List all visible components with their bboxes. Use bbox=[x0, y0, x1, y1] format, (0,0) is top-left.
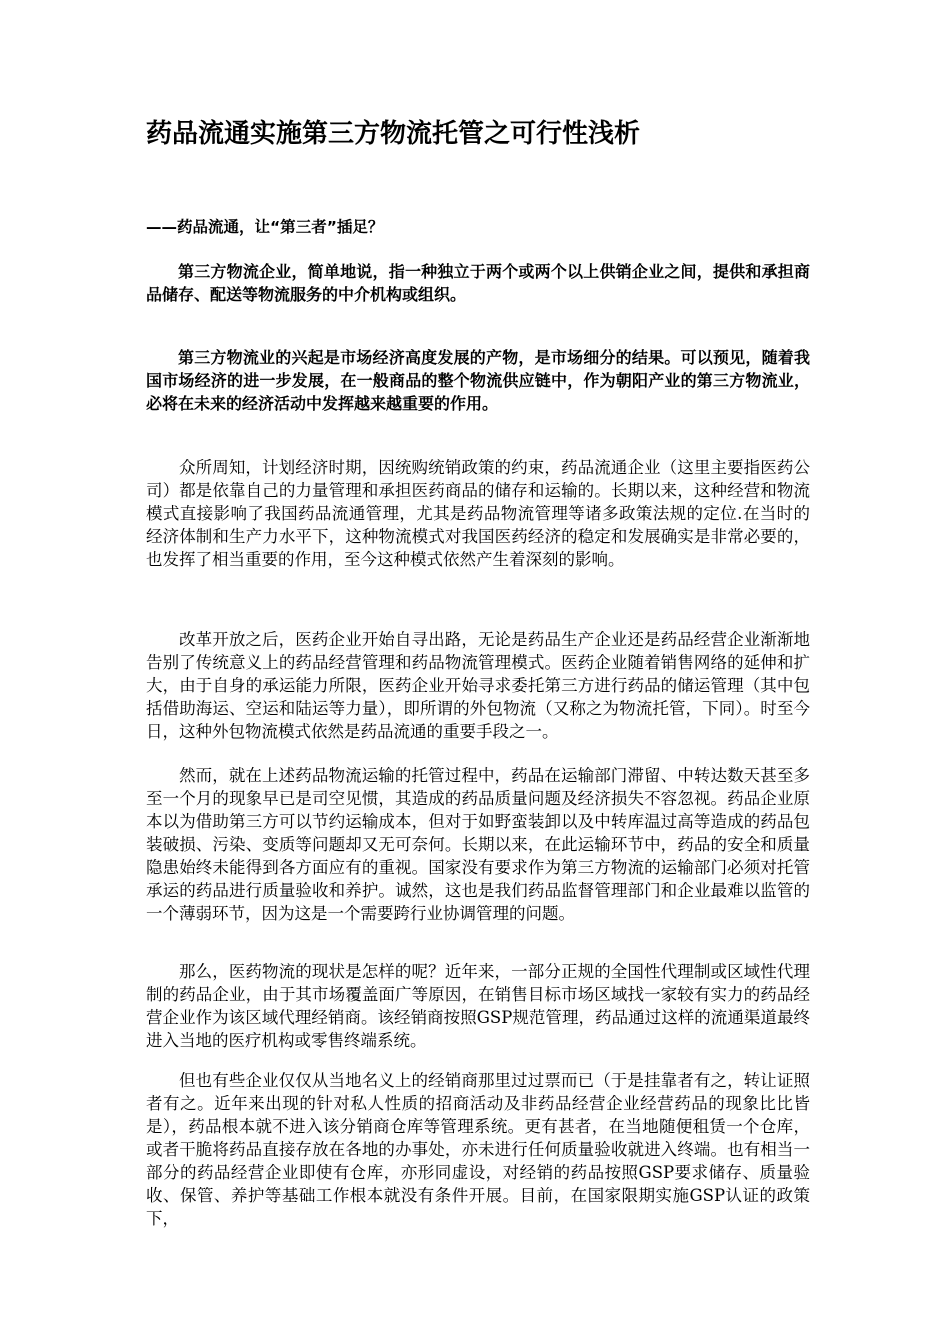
paragraph-nominal-distributors: 但也有些企业仅仅从当地名义上的经销商那里过过票而已（于是挂靠者有之，转让证照者有之。近年来出现的针对私人性质的招商活动及非药品经营企业经营药品的现象比比皆是），药品根本就不进入该分销商仓库等管理系统。更有甚者，在当地随便租赁一个仓库，或者干脆将药品直接存放在各地的办事处，亦未进行任何质量验收就进入终端。也有相当一部分的药品经营企业即使有仓库，亦形同虚设，对经销的药品按照GSP要求储存、质量验收、保管、养护等基础工作根本就没有条件开展。目前，在国家限期实施GSP认证的政策下， bbox=[146, 1071, 810, 1228]
paragraph-current-status: 那么，医药物流的现状是怎样的呢？近年来，一部分正规的全国性代理制或区域性代理制的药品企业，由于其市场覆盖面广等原因，在销售目标市场区域找一家较有实力的药品经营企业作为该区域代理经销商。该经销商按照GSP规范管理，药品通过这样的流通渠道最终进入当地的医疗机构或零售终端系统。 bbox=[146, 962, 810, 1050]
document-subtitle: ——药品流通，让“第三者”插足？ bbox=[146, 218, 384, 236]
paragraph-transport-issues: 然而，就在上述药品物流运输的托管过程中，药品在运输部门滞留、中转达数天甚至多至一个月的现象早已是司空见惯，其造成的药品质量问题及经济损失不容忽视。药品企业原本以为借助第三方可以节约运输成本，但对于如野蛮装卸以及中转库温过高等造成的药品包装破损、污染、变质等问题却又无可奈何。长期以来，在此运输环节中，药品的安全和质量隐患始终未能得到各方面应有的重视。国家没有要求作为第三方物流的运输部门必须对托管承运的药品进行质量验收和养护。诚然，这也是我们药品监督管理部门和企业最难以监管的一个薄弱环节，因为这是一个需要跨行业协调管理的问题。 bbox=[146, 766, 810, 923]
paragraph-planned-economy: 众所周知，计划经济时期，因统购统销政策的约束，药品流通企业（这里主要指医药公司）都是依靠自己的力量管理和承担医药商品的储存和运输的。长期以来，这种经营和物流模式直接影响了我国药品流通管理，尤其是药品物流管理等诸多政策法规的定位.在当时的经济体制和生产力水平下，这种物流模式对我国医药经济的稳定和发展确实是非常必要的，也发挥了相当重要的作用，至今这种模式依然产生着深刻的影响。 bbox=[146, 458, 810, 569]
paragraph-definition: 第三方物流企业，简单地说，指一种独立于两个或两个以上供销企业之间，提供和承担商品储存、配送等物流服务的中介机构或组织。 bbox=[146, 262, 810, 304]
paragraph-rise-of-3pl: 第三方物流业的兴起是市场经济高度发展的产物，是市场细分的结果。可以预见，随着我国市场经济的进一步发展，在一般商品的整个物流供应链中，作为朝阳产业的第三方物流业，必将在未来的经济活动中发挥越来越重要的作用。 bbox=[146, 348, 810, 413]
paragraph-reform-opening: 改革开放之后，医药企业开始自寻出路，无论是药品生产企业还是药品经营企业渐渐地告别了传统意义上的药品经营管理和药品物流管理模式。医药企业随着销售网络的延伸和扩大，由于自身的承运能力所限，医药企业开始寻求委托第三方进行药品的储运管理（其中包括借助海运、空运和陆运等力量），即所谓的外包物流（又称之为物流托管，下同）。时至今日，这种外包物流模式依然是药品流通的重要手段之一。 bbox=[146, 630, 810, 741]
document-title: 药品流通实施第三方物流托管之可行性浅析 bbox=[146, 119, 641, 149]
